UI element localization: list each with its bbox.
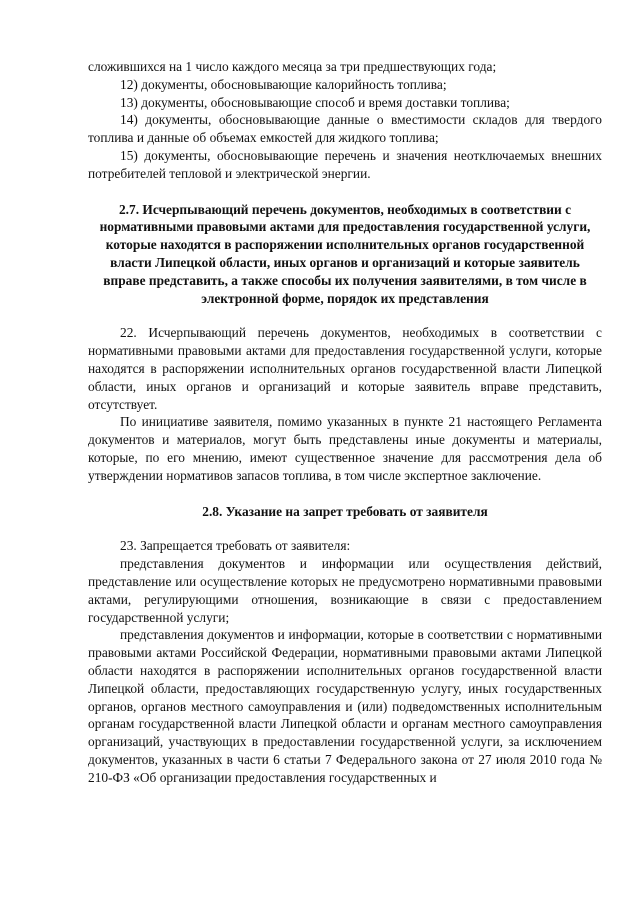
paragraph-23: 23. Запрещается требовать от заявителя: [120,538,351,554]
intro-continuation: сложившихся на 1 число каждого месяца за три предшествующих года; [88,59,497,74]
section-heading-2-7: 2.7. Исчерпывающий перечень документов, необходимых в соответствии с нормативными правовыми актами для предоставления государственной услуги, которые находятся в распоряжении исполнительных органов государственной власти Липецкой области, иных органов и организаций и которые заявитель вправе представить, а также способы их получения заявителями, в том числе в электронной форме, порядок их представления [99,201,591,306]
list-item-15: 15) документы, обосновывающие перечень и значения неотключаемых внешних потребителей тепловой и электрической энергии. [88,147,602,181]
paragraph-initiative: По инициативе заявителя, помимо указанных в пункте 21 настоящего Регламента документов и материалов, могут быть представлены иные документы и материалы, которые, по его мнению, имеют существенное значение для рассмотрения дела об утверждении нормативов запасов топлива, в том числе экспертное заключение. [88,414,602,483]
paragraph-prohibition-b: представления документов и информации, которые в соответствии с нормативными правовыми актами Российской Федерации, нормативными правовыми актами Липецкой области находятся в распоряжении исполнительных органов государственной власти Липецкой области, предоставляющих государственную услугу, иных государственных органов, органов местного самоуправления и (или) подведомственных исполнительным органам государственной власти Липецкой области и органам местного самоуправления организаций, участвующих в предоставлении государственной услуги, за исключением документов, указанных в части 6 статьи 7 Федерального закона от 27 июля 2010 года № 210-ФЗ «Об организации предоставления государственных и [88,627,602,785]
list-item-14: 14) документы, обосновывающие данные о вместимости складов для твердого топлива и данные об объемах емкостей для жидкого топлива; [88,112,602,146]
section-heading-2-8: 2.8. Указание на запрет требовать от заявителя [202,503,488,519]
list-item-12: 12) документы, обосновывающие калорийность топлива; [120,76,447,92]
paragraph-prohibition-a: представления документов и информации или осуществления действий, представление или осуществление которых не предусмотрено нормативными правовыми актами, регулирующими отношения, возникающие в связи с предоставлением государственной услуги; [88,556,602,625]
document-page [88,58,602,786]
list-item-13: 13) документы, обосновывающие способ и время доставки топлива; [120,94,510,110]
paragraph-22: 22. Исчерпывающий перечень документов, необходимых в соответствии с нормативными правовыми актами для предоставления государственной услуги, которые находятся в распоряжении исполнительных органов государственной власти Липецкой области, иных органов и организаций и которые заявитель вправе представить, отсутствует. [88,325,602,412]
